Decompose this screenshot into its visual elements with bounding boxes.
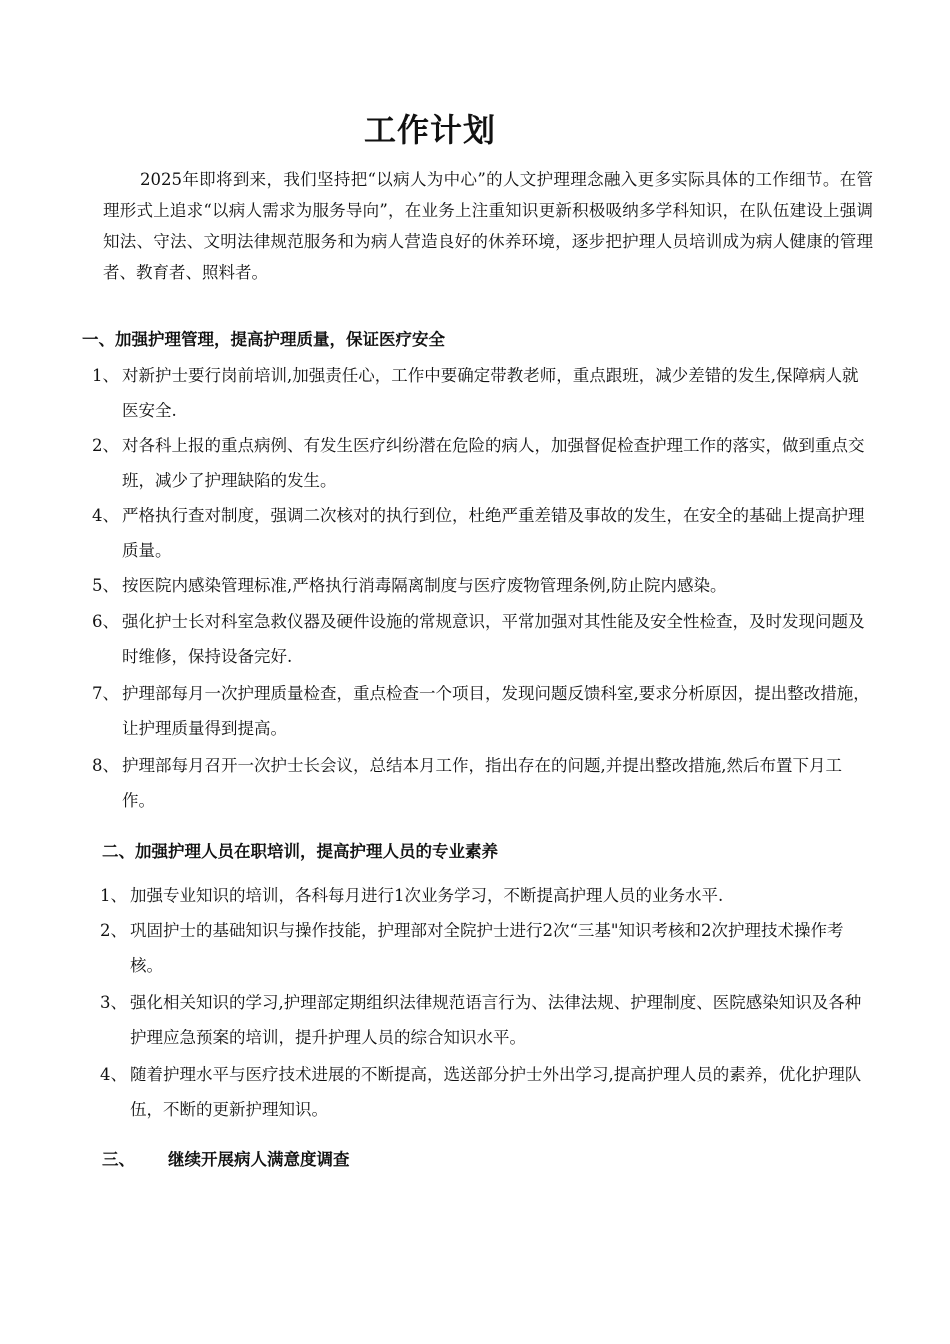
item-number: 4、 bbox=[92, 506, 119, 525]
list-item bbox=[100, 913, 875, 983]
item-text: 强化相关知识的学习,护理部定期组织法律规范语言行为、法律法规、护理制度、医院感染知识及各种护理应急预案的培训，提升护理人员的综合知识水平。 bbox=[130, 993, 862, 1047]
item-number: 3、 bbox=[100, 993, 127, 1012]
item-text: 对新护士要行岗前培训,加强责任心，工作中要确定带教老师，重点跟班，减少差错的发生,保障病人就医安全. bbox=[122, 366, 859, 420]
list-item bbox=[92, 358, 872, 428]
list-item bbox=[100, 1057, 875, 1127]
item-text: 严格执行查对制度，强调二次核对的执行到位，杜绝严重差错及事故的发生，在安全的基础上提高护理质量。 bbox=[122, 506, 865, 560]
item-number: 8、 bbox=[92, 756, 119, 775]
list-item bbox=[100, 985, 875, 1055]
item-number: 5、 bbox=[92, 576, 119, 595]
item-text: 按医院内感染管理标准,严格执行消毒隔离制度与医疗废物管理条例,防止院内感染。 bbox=[122, 576, 727, 595]
item-text: 护理部每月召开一次护士长会议，总结本月工作，指出存在的问题,并提出整改措施,然后布置下月工作。 bbox=[122, 756, 842, 810]
section-heading-text: 继续开展病人满意度调查 bbox=[168, 1150, 350, 1169]
item-number: 2、 bbox=[100, 921, 127, 940]
list-item bbox=[92, 604, 872, 674]
item-number: 4、 bbox=[100, 1065, 127, 1084]
section-heading-number: 三、 bbox=[102, 1150, 135, 1169]
item-number: 2、 bbox=[92, 436, 119, 455]
item-number: 7、 bbox=[92, 684, 119, 703]
item-number: 6、 bbox=[92, 612, 119, 631]
page-title: 工作计划 bbox=[363, 111, 496, 149]
intro-paragraph: 2025年即将到来，我们坚持把“以病人为中心”的人文护理理念融入更多实际具体的工作细节。在管理形式上追求“以病人需求为服务导向”，在业务上注重知识更新积极吸纳多学科知识，在队伍建设上强调知法、守法、文明法律规范服务和为病人营造良好的休养环境，逐步把护理人员培训成为病人健康的管理者、教育者、照料者。 bbox=[103, 170, 873, 282]
section-heading-3 bbox=[102, 1148, 350, 1172]
list-item bbox=[92, 498, 872, 568]
section-heading-1: 一、加强护理管理，提高护理质量，保证医疗安全 bbox=[82, 330, 445, 349]
item-text: 巩固护士的基础知识与操作技能，护理部对全院护士进行2次“三基"知识考核和2次护理技术操作考核。 bbox=[130, 921, 844, 975]
item-text: 加强专业知识的培训，各科每月进行1次业务学习，不断提高护理人员的业务水平. bbox=[130, 886, 724, 905]
item-text: 对各科上报的重点病例、有发生医疗纠纷潜在危险的病人，加强督促检查护理工作的落实，做到重点交班，减少了护理缺陷的发生。 bbox=[122, 436, 865, 490]
list-item bbox=[92, 676, 872, 746]
list-item bbox=[100, 878, 875, 913]
item-number: 1、 bbox=[100, 886, 127, 905]
item-text: 强化护士长对科室急救仪器及硬件设施的常规意识，平常加强对其性能及安全性检查，及时发现问题及时维修，保持设备完好. bbox=[122, 612, 865, 666]
item-text: 护理部每月一次护理质量检查，重点检查一个项目，发现问题反馈科室,要求分析原因，提出整改措施，让护理质量得到提高。 bbox=[122, 684, 870, 738]
list-item bbox=[92, 748, 872, 818]
list-item bbox=[92, 568, 872, 603]
item-number: 1、 bbox=[92, 366, 119, 385]
list-item bbox=[92, 428, 872, 498]
item-text: 随着护理水平与医疗技术进展的不断提高，选送部分护士外出学习,提高护理人员的素养，优化护理队伍，不断的更新护理知识。 bbox=[130, 1065, 862, 1119]
section-heading-2: 二、加强护理人员在职培训，提高护理人员的专业素养 bbox=[102, 842, 498, 861]
